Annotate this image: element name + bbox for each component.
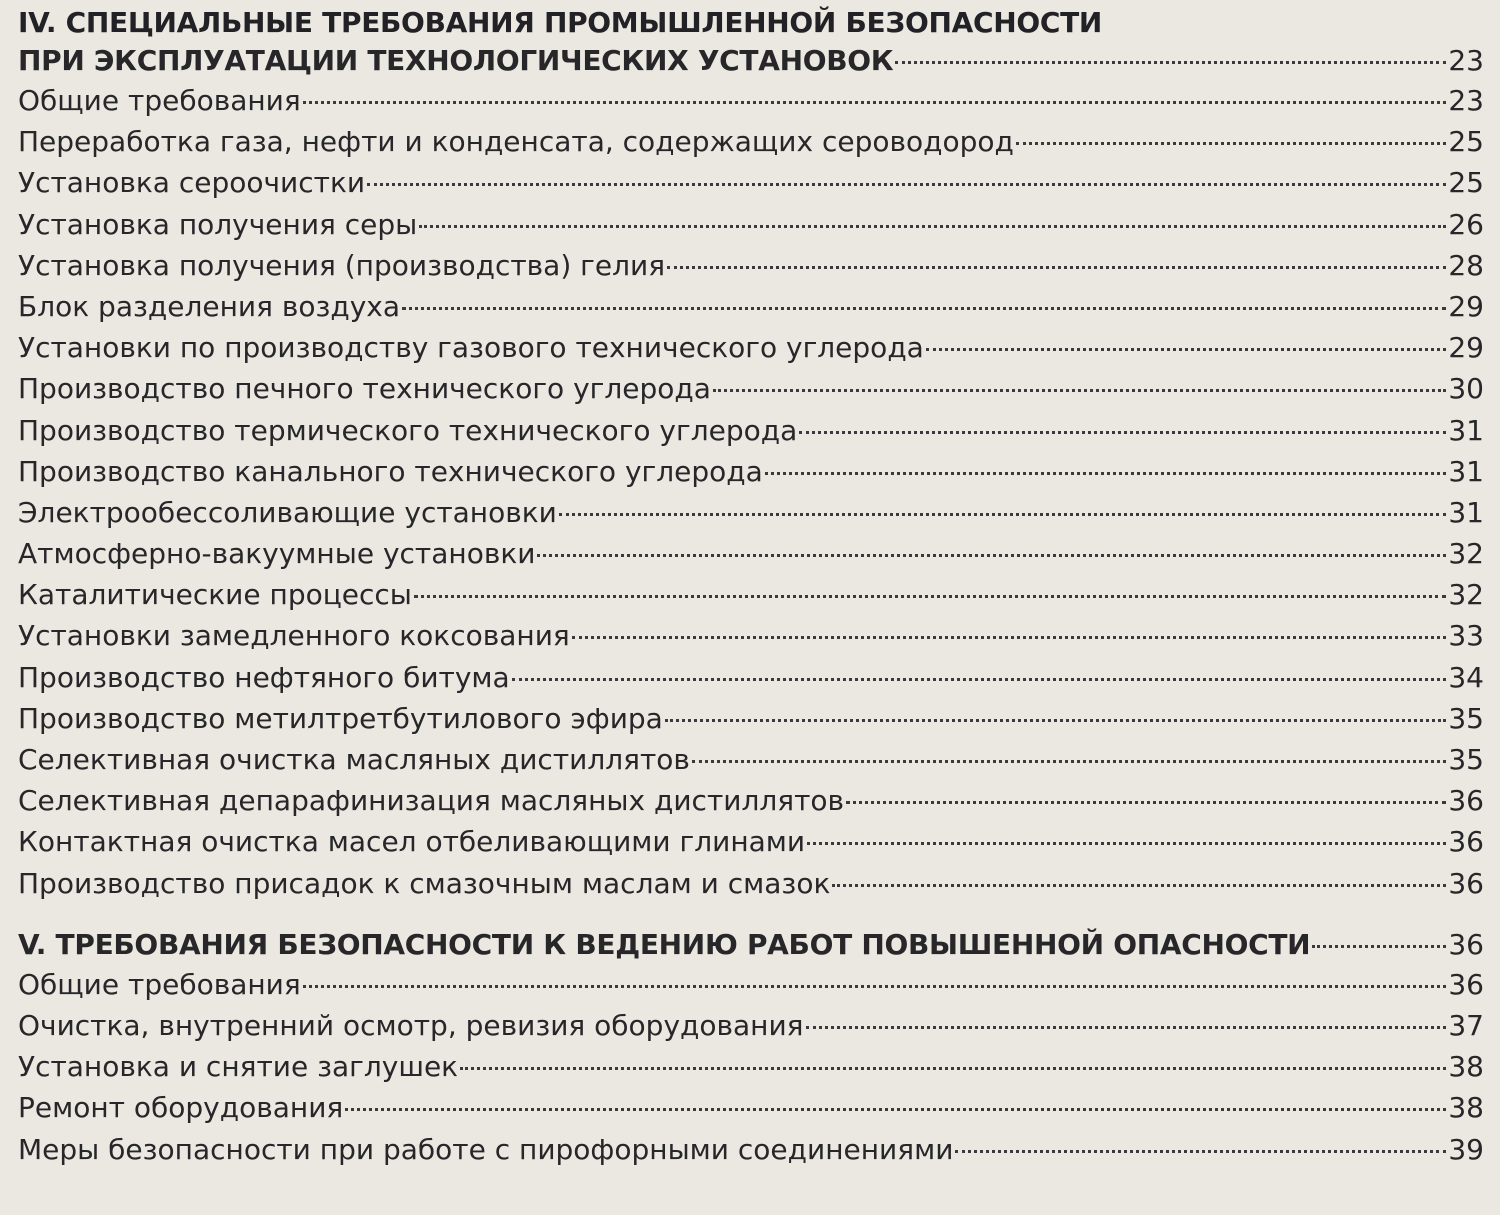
page-number: 36 <box>1448 967 1484 1001</box>
toc-entry[interactable] <box>18 657 1484 698</box>
page-number: 29 <box>1448 331 1484 365</box>
entry-title: Блок разделения воздуха <box>18 289 401 323</box>
toc-entry[interactable] <box>18 286 1484 327</box>
dot-leader <box>955 1150 1446 1153</box>
page-number: 30 <box>1448 372 1484 406</box>
dot-leader <box>799 431 1446 434</box>
entry-title: Контактная очистка масел отбеливающими глинами <box>18 825 806 859</box>
dot-leader <box>1016 142 1446 145</box>
dot-leader <box>667 266 1446 269</box>
page-number: 39 <box>1448 1132 1484 1166</box>
entry-title: Установки по производству газового технического углерода <box>18 331 924 365</box>
toc-entry[interactable] <box>18 1087 1484 1128</box>
entry-title: Меры безопасности при работе с пирофорными соединениями <box>18 1132 954 1166</box>
entry-title: Очистка, внутренний осмотр, ревизия оборудования <box>18 1008 804 1042</box>
page-number: 31 <box>1448 413 1484 447</box>
entry-title: Производство присадок к смазочным маслам и смазок <box>18 866 831 900</box>
dot-leader <box>419 225 1446 228</box>
dot-leader <box>303 101 1447 104</box>
entry-title: Производство нефтяного битума <box>18 660 510 694</box>
page-number: 35 <box>1448 701 1484 735</box>
page-number: 25 <box>1448 166 1484 200</box>
toc-entry[interactable] <box>18 121 1484 162</box>
entry-title: Установка получения серы <box>18 207 418 241</box>
page-number: 23 <box>1448 44 1484 77</box>
table-of-contents <box>18 4 1484 1170</box>
toc-entry[interactable] <box>18 410 1484 451</box>
toc-entry[interactable] <box>18 1129 1484 1170</box>
dot-leader <box>559 513 1447 516</box>
page-number: 36 <box>1448 927 1484 961</box>
dot-leader <box>1312 945 1446 948</box>
entry-title: Переработка газа, нефти и конденсата, содержащих сероводород <box>18 125 1014 159</box>
entry-title: Установка получения (производства) гелия <box>18 248 666 282</box>
toc-entry[interactable] <box>18 368 1484 409</box>
toc-section-v <box>18 926 1484 1170</box>
dot-leader <box>367 183 1446 186</box>
dot-leader <box>303 985 1447 988</box>
page-number: 32 <box>1448 537 1484 571</box>
toc-entry[interactable] <box>18 821 1484 862</box>
page-number: 36 <box>1448 825 1484 859</box>
dot-leader <box>806 1026 1447 1029</box>
entry-title: Общие требования <box>18 84 301 117</box>
entry-title: Селективная очистка масляных дистиллятов <box>18 743 690 776</box>
dot-leader <box>832 884 1446 887</box>
page-number: 33 <box>1448 619 1484 653</box>
dot-leader <box>807 842 1446 845</box>
page-number: 37 <box>1448 1008 1484 1042</box>
page-number: 36 <box>1448 784 1484 818</box>
page-number: 32 <box>1448 578 1484 612</box>
entry-title: Электрообессоливающие установки <box>18 495 557 529</box>
toc-entry[interactable] <box>18 1005 1484 1046</box>
page-number: 36 <box>1448 866 1484 900</box>
page-number: 35 <box>1448 743 1484 776</box>
toc-entry[interactable] <box>18 80 1484 121</box>
entry-title: Установка и снятие заглушек <box>18 1050 459 1084</box>
dot-leader <box>402 307 1446 310</box>
dot-leader <box>512 678 1447 681</box>
toc-entry[interactable] <box>18 245 1484 286</box>
page-number: 34 <box>1448 660 1484 694</box>
toc-entry[interactable] <box>18 492 1484 533</box>
entry-title: Атмосферно-вакуумные установки <box>18 537 536 571</box>
section-heading-line: IV. СПЕЦИАЛЬНЫЕ ТРЕБОВАНИЯ ПРОМЫШЛЕННОЙ БЕЗОПАСНОСТИ <box>18 6 1103 39</box>
toc-entry[interactable] <box>18 327 1484 368</box>
dot-leader <box>665 719 1447 722</box>
dot-leader <box>713 389 1446 392</box>
toc-entry[interactable] <box>18 574 1484 615</box>
entry-title: Установка сероочистки <box>18 166 366 200</box>
section-heading-line: V. ТРЕБОВАНИЯ БЕЗОПАСНОСТИ К ВЕДЕНИЮ РАБОТ ПОВЫШЕННОЙ ОПАСНОСТИ <box>18 927 1311 961</box>
dot-leader <box>846 801 1446 804</box>
entry-title: Установки замедленного коксования <box>18 619 570 653</box>
dot-leader <box>572 636 1447 639</box>
toc-section-iv <box>18 4 1484 904</box>
dot-leader <box>692 760 1446 763</box>
entry-title: Общие требования <box>18 967 301 1001</box>
page-number: 29 <box>1448 289 1484 323</box>
toc-entry[interactable] <box>18 204 1484 245</box>
toc-entry[interactable] <box>18 615 1484 656</box>
dot-leader <box>765 472 1447 475</box>
entry-title: Производство канального технического углерода <box>18 454 763 488</box>
page-number: 31 <box>1448 495 1484 529</box>
toc-entry[interactable] <box>18 863 1484 904</box>
dot-leader <box>414 595 1446 598</box>
page-number: 38 <box>1448 1050 1484 1084</box>
toc-entry[interactable] <box>18 451 1484 492</box>
entry-title: Ремонт оборудования <box>18 1091 344 1125</box>
section-heading-line: ПРИ ЭКСПЛУАТАЦИИ ТЕХНОЛОГИЧЕСКИХ УСТАНОВОК <box>18 44 894 77</box>
dot-leader <box>926 348 1447 351</box>
dot-leader <box>345 1108 1446 1111</box>
toc-entry[interactable] <box>18 162 1484 203</box>
page-number: 26 <box>1448 207 1484 241</box>
toc-entry[interactable] <box>18 739 1484 780</box>
toc-entry[interactable] <box>18 780 1484 821</box>
page-number: 23 <box>1448 84 1484 117</box>
toc-entry[interactable] <box>18 1046 1484 1087</box>
page-number: 28 <box>1448 248 1484 282</box>
entry-title: Производство печного технического углерода <box>18 372 711 406</box>
section-spacer <box>18 904 1484 926</box>
section-heading-row <box>18 42 1484 80</box>
page-number: 38 <box>1448 1091 1484 1125</box>
page-number: 25 <box>1448 125 1484 159</box>
toc-entry[interactable] <box>18 533 1484 574</box>
page-number: 31 <box>1448 454 1484 488</box>
toc-entry[interactable] <box>18 698 1484 739</box>
entry-title: Каталитические процессы <box>18 578 412 612</box>
entry-title: Производство термического технического углерода <box>18 413 798 447</box>
entry-title: Производство метилтретбутилового эфира <box>18 701 663 735</box>
dot-leader <box>460 1067 1446 1070</box>
dot-leader <box>895 61 1446 64</box>
section-heading-row <box>18 926 1484 964</box>
entry-title: Селективная депарафинизация масляных дистиллятов <box>18 784 845 818</box>
dot-leader <box>537 554 1446 557</box>
toc-entry[interactable] <box>18 964 1484 1005</box>
